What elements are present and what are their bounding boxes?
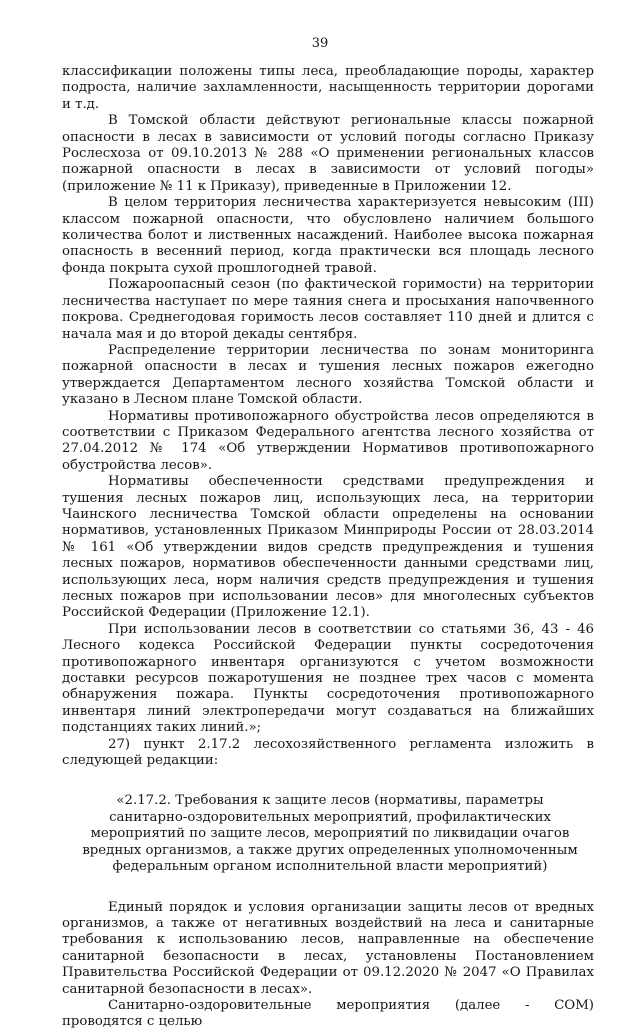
paragraph-som: Санитарно-оздоровительные мероприятия (далее - СОМ) проводятся с целью <box>62 997 594 1030</box>
paragraph-fire-norms: Нормативы противопожарного обустройства лесов определяются в соответствии с Приказом Федерального агентства лесного хозяйства от 27.04.2012 № 174 «Об утверждении Нормативов противопожарного обустройства лесов». <box>62 408 594 473</box>
paragraph-amendment-27: 27) пункт 2.17.2 лесохозяйственного регламента изложить в следующей редакции: <box>62 736 594 769</box>
document-body <box>62 64 594 1031</box>
page-number: 39 <box>311 36 329 51</box>
paragraph-sanitary-rules: Единый порядок и условия организации защиты лесов от вредных организмов, а также от негативных воздействий на леса и санитарные требования к использованию лесов, направленные на обеспечение санитарной безопасности в лесах, установлены Постановлением Правительства Российской Федерации от 09.12.2020 № 2047 «О Правилах санитарной безопасности в лесах». <box>62 899 594 997</box>
paragraph-fire-season: Пожароопасный сезон (по фактической горимости) на территории лесничества наступает по мере таяния снега и просыхания напочвенного покрова. Среднегодовая горимость лесов составляет 110 дней и длится с начала мая и до второй декады сентября. <box>62 277 594 342</box>
paragraph-equipment-norms: Нормативы обеспеченности средствами предупреждения и тушения лесных пожаров лиц, использующих леса, на территории Чаинского лесничества Томской области определены на основании нормативов, установленных Приказом Минприроды России от 28.03.2014 № 161 «Об утверждении видов средств предупреждения и тушения лесных пожаров, нормативов обеспеченности данными средствами лиц, использующих леса, норм наличия средств предупреждения и тушения лесных пожаров при использовании лесов» для многолесных субъектов Российской Федерации (Приложение 12.1). <box>62 474 594 621</box>
paragraph-equipment-points: При использовании лесов в соответствии со статьями 36, 43 - 46 Лесного кодекса Российской Федерации пункты сосредоточения противопожарного инвентаря организуются с учетом возможности доставки ресурсов пожаротушения не позднее трех часов с момента обнаружения пожара. Пункты сосредоточения противопожарного инвентаря линий электропередачи могут создаваться на ближайших подстанциях таких линий.»; <box>62 621 594 736</box>
paragraph-fire-classes: В Томской области действуют региональные классы пожарной опасности в лесах в зависимости от условий погоды согласно Приказу Рослесхоза от 09.10.2013 № 288 «О применении региональных классов пожарной опасности в лесах в зависимости от условий погоды» (приложение № 11 к Приказу), приведенные в Приложении 12. <box>62 113 594 194</box>
section-heading-2-17-2: «2.17.2. Требования к защите лесов (нормативы, параметры санитарно-оздоровительных мероприятий, профилактических мероприятий по защите лесов, мероприятий по ликвидации очагов вредных организмов, а также других определенных уполномоченным федеральным органом исполнительной власти мероприятий) <box>82 793 578 875</box>
paragraph-continuation: классификации положены типы леса, преобладающие породы, характер подроста, наличие захламленности, насыщенность территории дорогами и т.д. <box>62 64 594 112</box>
paragraph-fire-danger: В целом территория лесничества характеризуется невысоким (III) классом пожарной опасности, что обусловлено наличием большого количества болот и лиственных насаждений. Наиболее высока пожарная опасность в весенний период, когда практически вся площадь лесного фонда покрыта сухой прошлогодней травой. <box>62 195 594 276</box>
paragraph-monitoring-zones: Распределение территории лесничества по зонам мониторинга пожарной опасности в лесах и тушения лесных пожаров ежегодно утверждается Департаментом лесного хозяйства Томской области и указано в Лесном плане Томской области. <box>62 342 594 408</box>
